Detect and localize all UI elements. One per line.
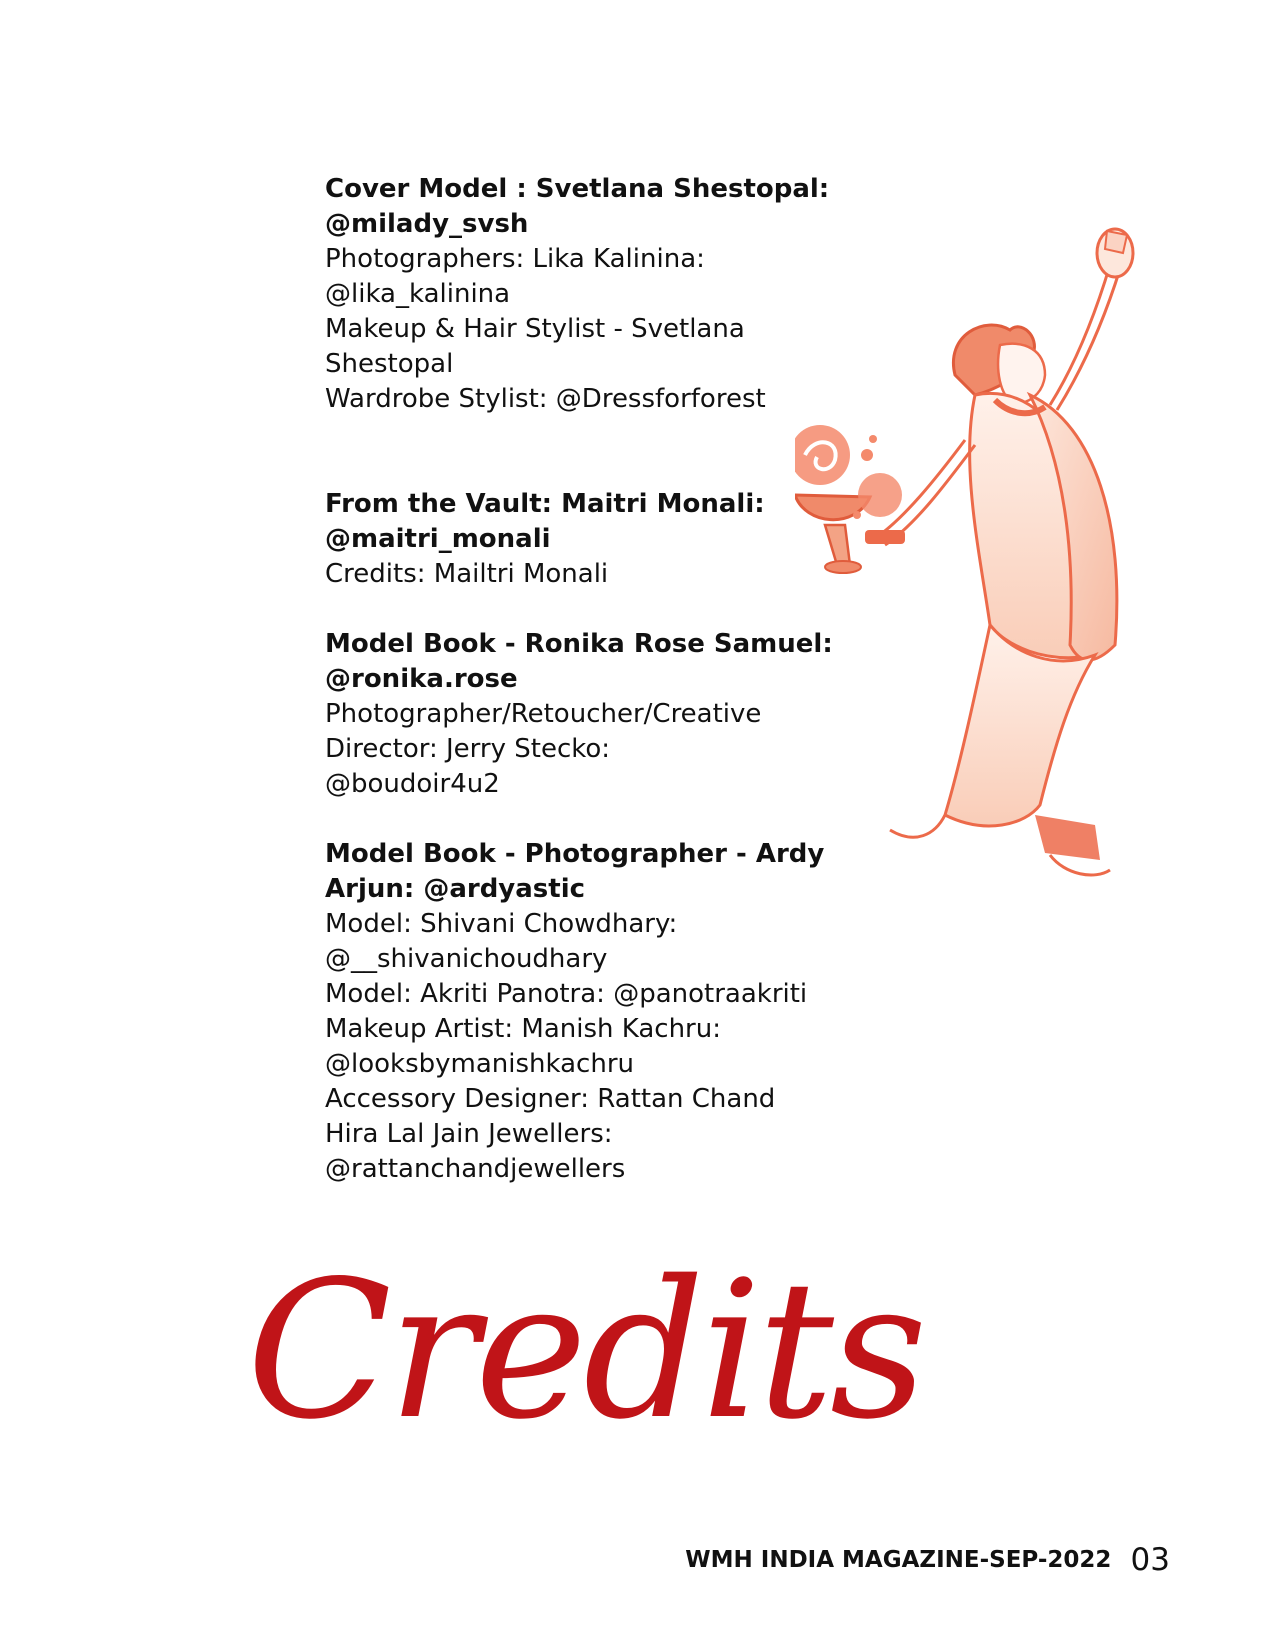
credit-detail-line: Photographers: Lika Kalinina:: [325, 244, 705, 274]
credit-title-line: @ronika.rose: [325, 664, 518, 694]
credit-title-line: Model Book - Photographer - Ardy: [325, 839, 825, 869]
credit-title-line: Arjun: @ardyastic: [325, 874, 586, 904]
credit-title-line: @maitri_monali: [325, 524, 551, 554]
credit-detail-line: Makeup & Hair Stylist - Svetlana: [325, 314, 745, 344]
credit-detail-line: Shestopal: [325, 349, 454, 379]
credit-detail-line: @boudoir4u2: [325, 769, 500, 799]
credit-block: [325, 627, 865, 802]
credit-detail-line: Makeup Artist: Manish Kachru:: [325, 1014, 721, 1044]
credit-block: [325, 837, 865, 1187]
credit-title-line: From the Vault: Maitri Monali:: [325, 489, 765, 519]
page-number: 03: [1130, 1542, 1170, 1578]
credits-heading: Credits: [246, 1240, 924, 1461]
dancing-woman-illustration: [795, 225, 1205, 925]
credit-detail-line: @lika_kalinina: [325, 279, 511, 309]
credit-detail-line: @__shivanichoudhary: [325, 944, 608, 974]
credit-title-line: Cover Model : Svetlana Shestopal:: [325, 174, 830, 204]
credit-detail-line: Hira Lal Jain Jewellers:: [325, 1119, 613, 1149]
credit-detail-line: Wardrobe Stylist: @Dressforforest: [325, 384, 766, 414]
credit-block: [325, 172, 865, 417]
page-footer: [685, 1542, 1170, 1578]
credit-detail-line: @looksbymanishkachru: [325, 1049, 634, 1079]
magazine-name: WMH INDIA MAGAZINE-SEP-2022: [685, 1547, 1112, 1573]
credit-detail-line: Director: Jerry Stecko:: [325, 734, 611, 764]
credit-detail-line: Model: Akriti Panotra: @panotraakriti: [325, 979, 808, 1009]
credit-title-line: Model Book - Ronika Rose Samuel:: [325, 629, 833, 659]
credit-detail-line: Credits: Mailtri Monali: [325, 559, 609, 589]
credit-detail-line: Accessory Designer: Rattan Chand: [325, 1084, 776, 1114]
credit-detail-line: Model: Shivani Chowdhary:: [325, 909, 678, 939]
credit-detail-line: Photographer/Retoucher/Creative: [325, 699, 762, 729]
credit-title-line: @milady_svsh: [325, 209, 529, 239]
credit-block: [325, 487, 865, 592]
credit-detail-line: @rattanchandjewellers: [325, 1154, 626, 1184]
